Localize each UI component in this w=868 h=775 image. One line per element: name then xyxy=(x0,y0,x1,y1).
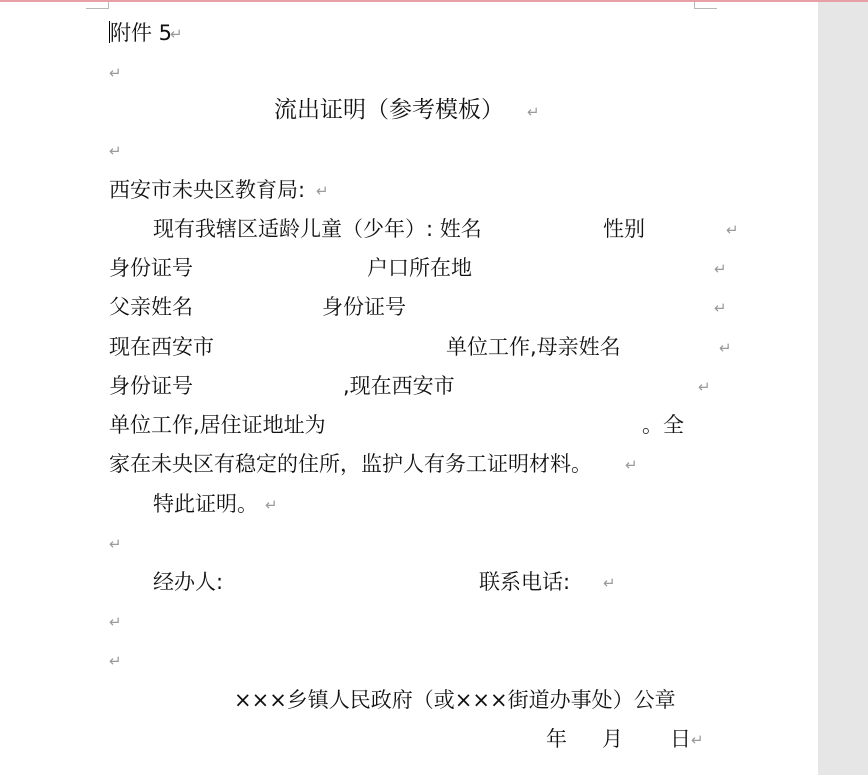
date-year-label: 年 xyxy=(546,727,567,751)
paragraph-mark-icon: ↵ xyxy=(726,221,739,239)
paragraph-mark-icon: ↵ xyxy=(698,378,711,396)
household-label: 户口所在地 xyxy=(367,256,472,280)
official-seal-line: ×××乡镇人民政府（或×××街道办事处）公章 xyxy=(234,688,676,712)
father-name-label: 父亲姓名 xyxy=(109,295,193,319)
mother-name-label: 单位工作,母亲姓名 xyxy=(446,335,621,359)
paragraph-mark-icon: ↵ xyxy=(719,339,732,357)
paragraph-mark-icon: ↵ xyxy=(316,182,329,200)
father-id-label: 身份证号 xyxy=(322,295,406,319)
paragraph-mark-icon: ↵ xyxy=(691,731,704,749)
paragraph-mark-icon: ↵ xyxy=(714,299,727,317)
annex-label: 附件 5 xyxy=(110,21,173,45)
page-margin-marker-left xyxy=(86,2,109,9)
page-margin-marker-right xyxy=(694,2,717,9)
vertical-scrollbar[interactable] xyxy=(818,2,868,775)
phone-label: 联系电话: xyxy=(479,570,571,594)
addressee: 西安市未央区教育局: xyxy=(109,178,306,202)
closing-statement: 特此证明。 xyxy=(153,492,258,516)
paragraph-mark-icon: ↵ xyxy=(714,260,727,278)
handler-label: 经办人: xyxy=(153,570,224,594)
paragraph-mark-icon: ↵ xyxy=(527,103,540,121)
paragraph-mark-icon: ↵ xyxy=(625,456,638,474)
residence-address-label: 单位工作,居住证地址为 xyxy=(109,413,326,437)
paragraph-mark-icon: ↵ xyxy=(603,574,616,592)
paragraph-mark-icon: ↵ xyxy=(170,25,183,43)
window-top-border xyxy=(0,0,868,2)
sentence-end-fragment: 。全 xyxy=(642,413,684,437)
mother-id-label: 身份证号 xyxy=(109,374,193,398)
date-day-label: 日 xyxy=(670,727,691,751)
document-title: 流出证明（参考模板） xyxy=(274,97,504,123)
paragraph-mark-icon: ↵ xyxy=(109,613,122,631)
gender-label: 性别 xyxy=(603,217,645,241)
paragraph-mark-icon: ↵ xyxy=(109,652,122,670)
father-city-label: 现在西安市 xyxy=(109,335,214,359)
child-id-label: 身份证号 xyxy=(109,256,193,280)
date-month-label: 月 xyxy=(602,727,623,751)
residence-statement: 家在未央区有稳定的住所，监护人有务工证明材料。 xyxy=(109,452,592,476)
paragraph-mark-icon: ↵ xyxy=(109,64,122,82)
mother-city-label: ,现在西安市 xyxy=(343,374,455,398)
paragraph-mark-icon: ↵ xyxy=(109,535,122,553)
paragraph-mark-icon: ↵ xyxy=(109,142,122,160)
paragraph-mark-icon: ↵ xyxy=(265,496,278,514)
child-name-label: 现有我辖区适龄儿童（少年）: 姓名 xyxy=(153,217,482,241)
